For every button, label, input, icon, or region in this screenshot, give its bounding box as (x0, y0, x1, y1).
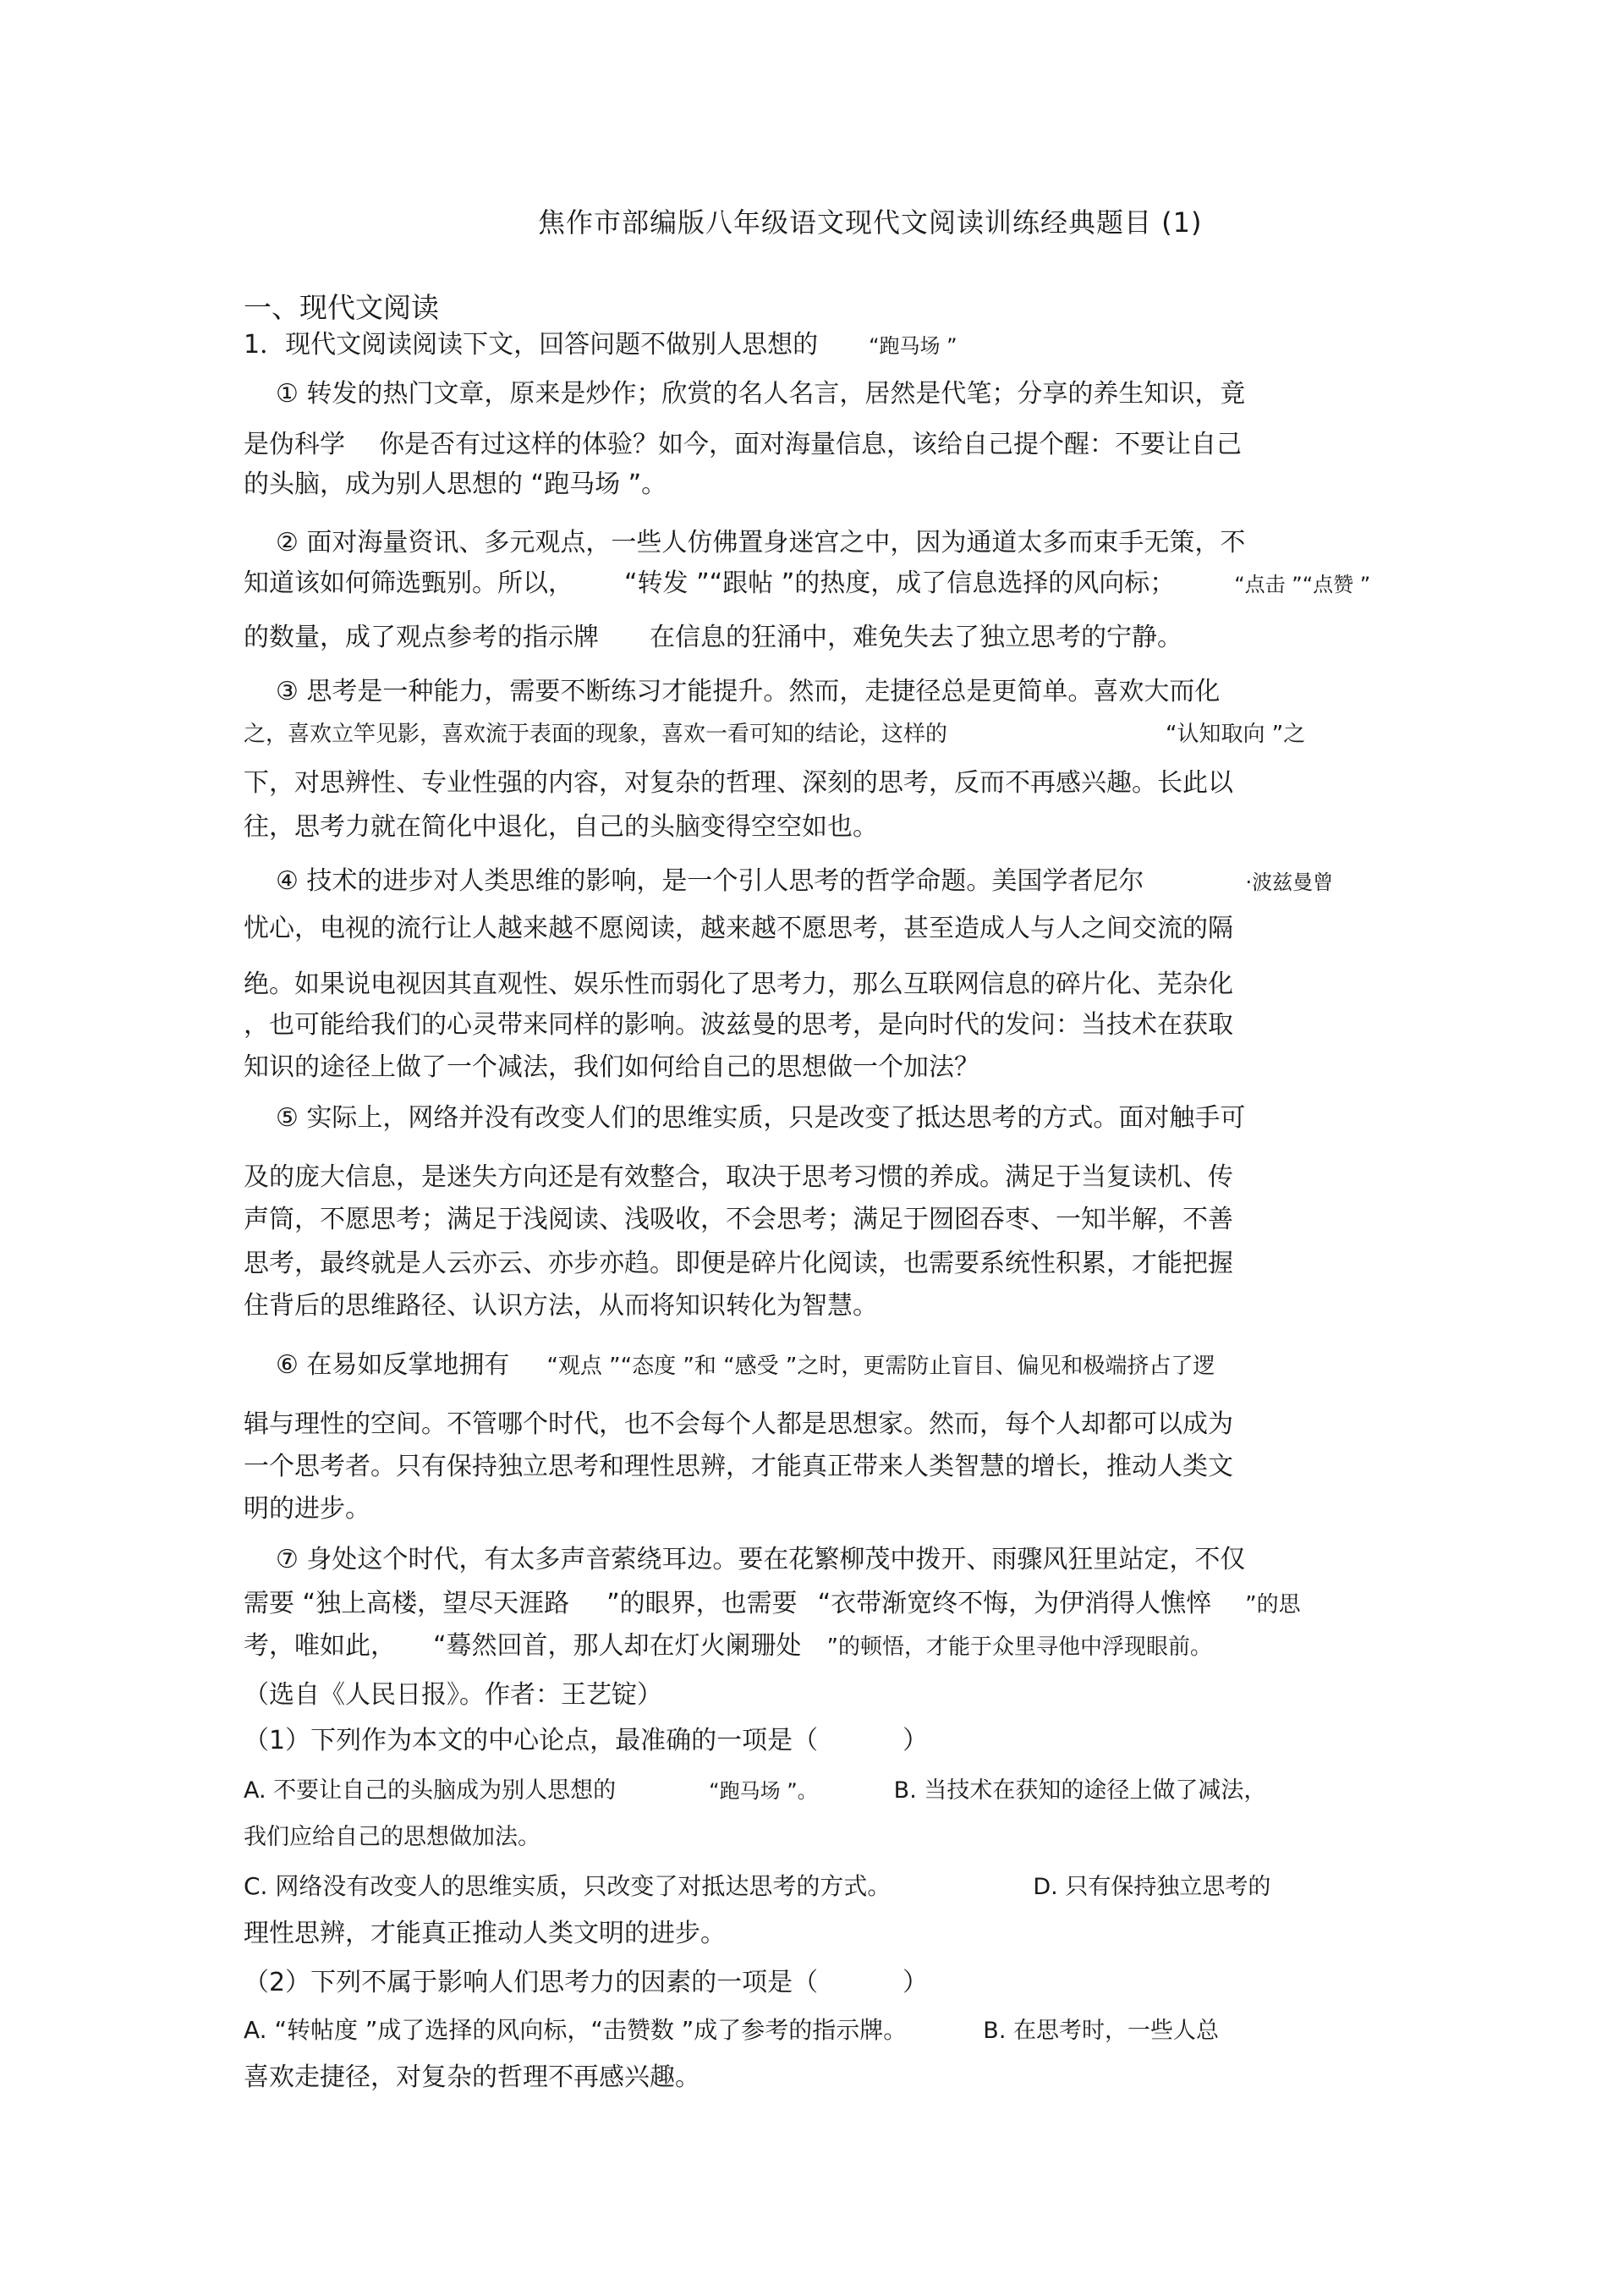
page-title: 焦作市部编版八年级语文现代文阅读训练经典题目 (1) (538, 206, 1203, 239)
paragraph-5-line: 住背后的思维路径、认识方法，从而将知识转化为智慧。 (244, 1291, 878, 1321)
source-citation: （选自《人民日报》。作者：王艺锭） (244, 1680, 662, 1710)
question-1-stem: （1）下列作为本文的中心论点，最准确的一项是（ ） (244, 1726, 929, 1755)
question-intro: 1．现代文阅读阅读下文，回答问题不做别人思想的 “跑马场 ” (244, 330, 957, 360)
paragraph-2-line: 的数量，成了观点参考的指示牌 在信息的狂涌中，难免失去了独立思考的宁静。 (244, 623, 1182, 652)
paragraph-6-line: 辑与理性的空间。不管哪个时代，也不会每个人都是思想家。然而，每个人却都可以成为 (244, 1409, 1233, 1439)
paragraph-5-line: ⑤ 实际上，网络并没有改变人们的思维实质，只是改变了抵达思考的方式。面对触手可 (276, 1103, 1246, 1133)
option-b[interactable]: B. 在思考时，一些人总 (983, 2018, 1219, 2044)
paragraph-4-line: ④ 技术的进步对人类思维的影响，是一个引人思考的哲学命题。美国学者尼尔 ·波兹曼曾 (276, 866, 1334, 896)
paragraph-6-line: 一个思考者。只有保持独立思考和理性思辨，才能真正带来人类智慧的增长，推动人类文 (244, 1452, 1233, 1481)
paragraph-2-line: ② 面对海量资讯、多元观点，一些人仿佛置身迷宫之中，因为通道太多而束手无策，不 (276, 528, 1246, 558)
question-2-option-b-cont: 喜欢走捷径，对复杂的哲理不再感兴趣。 (244, 2063, 700, 2092)
paragraph-3-line: 下，对思辨性、专业性强的内容，对复杂的哲理、深刻的思考，反而不再感兴趣。长此以 (244, 768, 1233, 798)
paragraph-6-line: 明的进步。 (244, 1494, 370, 1524)
paragraph-4-line: 绝。如果说电视因其直观性、娱乐性而弱化了思考力，那么互联网信息的碎片化、芜杂化 (244, 969, 1233, 999)
paragraph-3-line: ③ 思考是一种能力，需要不断练习才能提升。然而，走捷径总是更简单。喜欢大而化 (276, 677, 1221, 706)
paragraph-7-line: 考，唯如此， “蓦然回首，那人却在灯火阑珊处 ”的顿悟，才能于众里寻他中浮现眼前。 (244, 1631, 1213, 1661)
section-heading: 一、现代文阅读 (244, 291, 439, 324)
option-a[interactable]: A. 不要让自己的头脑成为别人思想的 (244, 1777, 617, 1804)
question-2-options-row (244, 2015, 1219, 2046)
paragraph-2-line: 知道该如何筛选甄别。所以， “转发 ”“跟帖 ”的热度，成了信息选择的风向标； “点击 ”“点赞 ” (244, 569, 1371, 598)
paragraph-4-line: 知识的途径上做了一个减法，我们如何给自己的思想做一个加法？ (244, 1052, 979, 1082)
question-1-option-b-cont: 我们应给自己的思想做加法。 (244, 1824, 540, 1850)
paragraph-3-line: 之，喜欢立竿见影，喜欢流于表面的现象，喜欢一看可知的结论，这样的 “认知取向 ”之 (244, 722, 1306, 747)
option-d[interactable]: D. 只有保持独立思考的 (1033, 1874, 1271, 1900)
question-2-stem: （2）下列不属于影响人们思考力的因素的一项是（ ） (244, 1968, 929, 1997)
paragraph-1-line: 的头脑，成为别人思想的 “跑马场 ”。 (244, 470, 667, 499)
paragraph-3-line: 往，思考力就在简化中退化，自己的头脑变得空空如也。 (244, 812, 878, 842)
paragraph-1-line: ① 转发的热门文章，原来是炒作；欣赏的名人名言，居然是代笔；分享的养生知识，竟 (276, 379, 1246, 409)
option-c[interactable]: C. 网络没有改变人的思维实质，只改变了对抵达思考的方式。 (244, 1872, 892, 1900)
paragraph-4-line: 忧心，电视的流行让人越来越不愿阅读，越来越不愿思考，甚至造成人与人之间交流的隔 (244, 914, 1233, 943)
paragraph-7-line: 需要 “独上高楼，望尽天涯路 ”的眼界，也需要 “衣带渐宽终不悔，为伊消得人憔悴 ”的思 (244, 1589, 1301, 1618)
paragraph-5-line: 及的庞大信息，是迷失方向还是有效整合，取决于思考习惯的养成。满足于当复读机、传 (244, 1162, 1233, 1192)
paragraph-4-line: ，也可能给我们的心灵带来同样的影响。波兹曼的思考，是向时代的发问：当技术在获取 (244, 1010, 1233, 1040)
paragraph-5-line: 思考，最终就是人云亦云、亦步亦趋。即便是碎片化阅读，也需要系统性积累，才能把握 (244, 1249, 1233, 1278)
question-1-option-d-cont: 理性思辨，才能真正推动人类文明的进步。 (244, 1919, 726, 1948)
question-1-options-row (244, 1871, 1270, 1902)
paragraph-5-line: 声筒，不愿思考；满足于浅阅读、浅吸收，不会思考；满足于囫囵吞枣、一知半解，不善 (244, 1205, 1233, 1234)
option-a[interactable]: A. “转帖度 ”成了选择的风向标，“击赞数 ”成了参考的指示牌。 (244, 2016, 908, 2044)
paragraph-6-line: ⑥ 在易如反掌地拥有 “观点 ”“态度 ”和 “感受 ”之时，更需防止盲目、偏见和极端挤占了逻 (276, 1350, 1215, 1380)
paragraph-1-line: 是伪科学 你是否有过这样的体验？如今，面对海量信息，该给自己提个醒：不要让自己 (244, 430, 1242, 459)
option-b[interactable]: B. 当技术在获知的途径上做了减法， (893, 1777, 1267, 1804)
paragraph-7-line: ⑦ 身处这个时代，有太多声音萦绕耳边。要在花繁柳茂中拨开、雨骤风狂里站定，不仅 (276, 1545, 1246, 1574)
question-1-options-row: A. 不要让自己的头脑成为别人思想的 “跑马场 ”。 B. 当技术在获知的途径上做了减法， (244, 1777, 1267, 1804)
